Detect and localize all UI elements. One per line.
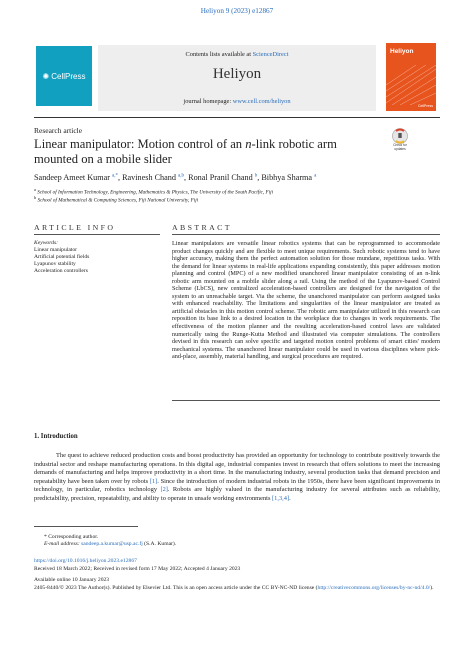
cellpress-icon: ✺ [42,71,50,81]
intro-text-b: . Since the introduction of modern industrial robots in the 1950s, there have been significant improvements in technology, in particular, robotics technology [34,477,441,494]
cellpress-logo[interactable] [36,46,92,106]
intro-text-d: . [289,494,291,502]
journal-title: Heliyon [212,66,262,82]
article-info-heading: ARTICLE INFO [34,223,116,232]
abstract-text: Linear manipulators are versatile linear robotics systems that can be reprogrammed to accommodate product changes quickly and are flexible to meet unique requirements. Such robotic systems tend to have higher accuracy, making them the perfect automation solution for those mundane, repetitious tasks. With the demand for linear systems in real-life applications expanding consistently, this paper addresses motion planning and control (MPC) of a new modified unanchored linear manipulator consisting of an n-link robotic arm mounted on a mobile slider along a rail. Using the method of the Lyapunov-based Control Scheme (LbCS), new centralized acceleration-based controllers are designed for the navigation of the system to an unreachable target. Via the scheme, the unanchored manipulator can perform assigned tasks with enhanced reachability. The limitations and singularities of the linear manipulator are treated as artificial obstacles in this motion control scheme. The robotic arm manipulator utilized in this research can reposition its base link to a desired location in the workplace due to changes in work requirements. The effectiveness of the motion planner and the resulting acceleration-based control laws are validated numerically using the Runge-Kutta Method and illustrated via computer simulations. The controllers devised in this research can solve specific and targeted motion control problems of smart cities' modern mechanical systems. The unanchored linear manipulator could be used in various disciplines where pick-and-place, assembly, material handling, and surgical procedures are required. [172,240,440,361]
affiliation-mark: b [34,195,37,200]
license-text: 2405-8440/© 2023 The Author(s). Published by Elsevier Ltd. This is an open access article under the CC BY-NC-ND license ( [34,585,318,591]
homepage-line [98,98,376,105]
title-part-1: Linear manipulator: Motion control of an [34,137,246,151]
introduction-heading: 1. Introduction [34,433,78,440]
email-line [34,541,440,548]
check-label-line-2: updates [394,146,406,151]
cover-publisher: CellPress [418,104,433,108]
author-affiliation-mark[interactable]: a,b [178,173,185,179]
author-name[interactable]: Bibhya Sharma [261,173,313,182]
title-part-2: -link robotic arm mounted on a mobile slider [34,137,337,166]
license-end: ). [430,585,434,591]
homepage-prefix: journal homepage: [183,98,233,105]
cover-title: Heliyon [390,48,414,55]
contents-line [98,51,376,58]
check-label-line-1: Check for [393,143,407,147]
citation-link[interactable]: [2] [160,486,168,494]
keywords-label: Keywords: [34,240,59,246]
keyword: Acceleration controllers [34,268,88,274]
affiliation [34,195,198,204]
introduction-paragraph [34,452,440,504]
cover-pattern-icon [386,65,436,105]
author-separator: , [257,173,262,182]
author-affiliation-mark[interactable]: a [314,173,317,179]
citation-link[interactable]: [1,3,4] [272,494,290,502]
article-title [34,137,364,167]
corresponding-text: Corresponding author. [48,534,99,540]
cellpress-logo-text: CellPress [51,71,86,81]
affiliation-text: School of Information Technology, Engineering, Mathematics & Physics, The University of the South Pacific, Fiji [37,189,274,196]
author-name[interactable]: Sandeep Ameet Kumar [34,173,110,182]
abstract-end-rule [172,400,440,401]
sciencedirect-link[interactable]: ScienceDirect [252,51,289,58]
affiliation-mark: a [34,187,36,192]
email-label: E-mail address: [44,541,82,548]
intro-text-c: . Robots are highly valued in the manufacturing industry for several attributes such as reliability, predictability, precision, repeatability, and ability to operate in unsafe working environments [34,486,440,502]
author-affiliation-mark[interactable]: b [254,173,258,179]
license-link[interactable]: http://creativecommons.org/licenses/by-nc-nd/4.0/ [317,585,431,591]
received-dates: Received 18 March 2022; Received in revised form 17 May 2022; Accepted 4 January 2023 [34,566,241,572]
license-statement [34,585,440,592]
affiliation-text: School of Mathematical & Computing Sciences, Fiji National University, Fiji [37,197,199,204]
author-list [34,173,316,182]
footnotes [34,534,440,549]
homepage-link[interactable]: www.cell.com/heliyon [232,98,291,105]
title-italic: n [245,137,252,151]
info-rule [34,234,160,235]
keyword: Linear manipulator [34,247,78,253]
author-name[interactable]: Ravinesh Chand [122,173,176,182]
abstract-rule [172,234,440,235]
citation-link[interactable]: [1] [149,477,158,485]
email-link[interactable]: sandeep.a.kumar@usp.ac.fj [81,541,143,548]
contents-prefix: Contents lists available at [185,51,253,58]
author-name[interactable]: Ronal Pranil Chand [188,173,253,182]
asterisk-mark: * [44,534,49,540]
doi-text[interactable]: https://doi.org/10.1016/j.heliyon.2023.e12867 [34,558,137,564]
journal-reference[interactable]: Heliyon 9 (2023) e12867 [200,7,274,15]
doi-link[interactable] [34,558,440,565]
check-for-updates-label[interactable] [386,144,414,152]
abstract-heading: ABSTRACT [172,223,232,232]
email-owner: (S.A. Kumar). [142,541,177,548]
keyword: Lyapunov stability [34,261,76,267]
keyword: Artificial potential fields [34,254,90,260]
footnote-rule [34,526,138,527]
intro-text-a: The quest to achieve reduced production costs and boost productivity has provided an opportunity for technology to contribute positively towards the industrial sector and reshape manufacturing operations. In this digital age, industrial companies invest in research that offers solutions to meet the increasing demands of manufacturing and helps improve productivity in a short time. In the manufacturing industry, several production tasks that demand precision and repeatability have been taken over by robots [34,452,440,485]
header-rule [34,117,440,118]
available-online: Available online 10 January 2023 [34,577,110,583]
author-separator: , [117,173,123,182]
article-type: Research article [34,126,83,135]
author-affiliation-mark[interactable]: a,* [112,173,118,179]
journal-cover-image[interactable] [386,43,436,111]
author-separator: , [184,173,189,182]
